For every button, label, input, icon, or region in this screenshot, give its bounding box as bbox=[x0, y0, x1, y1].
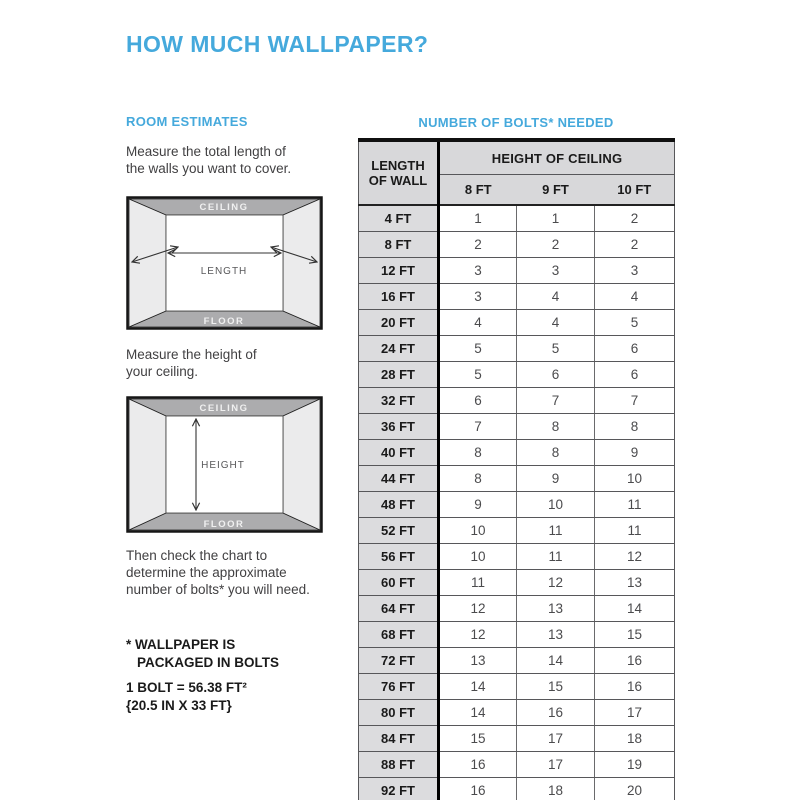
ceiling-10ft-header: 10 FT bbox=[595, 175, 675, 206]
bolt-count-cell: 11 bbox=[595, 492, 675, 518]
left-wall-panel bbox=[129, 399, 166, 530]
table-row bbox=[359, 622, 675, 648]
bolt-count-cell: 5 bbox=[595, 310, 675, 336]
bolts-table-header bbox=[359, 140, 675, 205]
bolt-size-line2: {20.5 IN X 33 FT} bbox=[126, 698, 232, 713]
wall-length-cell: 44 FT bbox=[359, 466, 439, 492]
bolts-needed-table bbox=[358, 138, 675, 800]
bolt-count-cell: 17 bbox=[595, 700, 675, 726]
table-row bbox=[359, 726, 675, 752]
bolt-count-cell: 15 bbox=[595, 622, 675, 648]
bolt-count-cell: 5 bbox=[517, 336, 595, 362]
bolts-table-body bbox=[359, 205, 675, 800]
wall-length-cell: 68 FT bbox=[359, 622, 439, 648]
bolt-count-cell: 9 bbox=[517, 466, 595, 492]
bolt-count-cell: 8 bbox=[439, 466, 517, 492]
step3-text bbox=[126, 547, 310, 598]
bolt-count-cell: 16 bbox=[595, 674, 675, 700]
wall-length-cell: 92 FT bbox=[359, 778, 439, 800]
bolts-table-wrap bbox=[358, 138, 675, 800]
ceiling-9ft-header: 9 FT bbox=[517, 175, 595, 206]
room-estimates-heading: ROOM ESTIMATES bbox=[126, 114, 248, 129]
table-row bbox=[359, 570, 675, 596]
bolt-count-cell: 12 bbox=[595, 544, 675, 570]
bolt-count-cell: 14 bbox=[595, 596, 675, 622]
table-row bbox=[359, 544, 675, 570]
step2-line1: Measure the height of bbox=[126, 347, 257, 362]
table-row bbox=[359, 700, 675, 726]
bolt-count-cell: 3 bbox=[439, 258, 517, 284]
ceiling-label: CEILING bbox=[199, 403, 249, 414]
bolt-count-cell: 8 bbox=[439, 440, 517, 466]
table-row bbox=[359, 752, 675, 778]
bolt-count-cell: 18 bbox=[595, 726, 675, 752]
back-wall-panel bbox=[166, 215, 283, 311]
bolt-count-cell: 7 bbox=[595, 388, 675, 414]
bolt-count-cell: 6 bbox=[439, 388, 517, 414]
bolt-count-cell: 2 bbox=[595, 232, 675, 258]
bolt-count-cell: 14 bbox=[439, 700, 517, 726]
wall-length-cell: 88 FT bbox=[359, 752, 439, 778]
bolt-count-cell: 11 bbox=[595, 518, 675, 544]
table-row bbox=[359, 232, 675, 258]
bolt-count-cell: 15 bbox=[439, 726, 517, 752]
wall-length-cell: 56 FT bbox=[359, 544, 439, 570]
table-row bbox=[359, 388, 675, 414]
bolt-count-cell: 4 bbox=[517, 310, 595, 336]
bolt-count-cell: 12 bbox=[439, 596, 517, 622]
bolt-count-cell: 17 bbox=[517, 752, 595, 778]
footnote-line1: * WALLPAPER IS bbox=[126, 637, 236, 652]
bolt-count-cell: 8 bbox=[517, 414, 595, 440]
ceiling-8ft-header: 8 FT bbox=[439, 175, 517, 206]
bolt-count-cell: 16 bbox=[439, 752, 517, 778]
bolt-count-cell: 12 bbox=[439, 622, 517, 648]
floor-label: FLOOR bbox=[203, 519, 245, 530]
bolt-count-cell: 18 bbox=[517, 778, 595, 800]
step3-line3: number of bolts* you will need. bbox=[126, 582, 310, 597]
wall-length-cell: 76 FT bbox=[359, 674, 439, 700]
table-row bbox=[359, 414, 675, 440]
bolt-count-cell: 13 bbox=[517, 596, 595, 622]
table-row bbox=[359, 336, 675, 362]
floor-label: FLOOR bbox=[203, 316, 245, 327]
bolt-count-cell: 9 bbox=[439, 492, 517, 518]
left-wall-panel bbox=[129, 199, 166, 327]
bolt-count-cell: 6 bbox=[595, 336, 675, 362]
bolt-count-cell: 8 bbox=[517, 440, 595, 466]
wall-length-cell: 12 FT bbox=[359, 258, 439, 284]
wall-length-cell: 64 FT bbox=[359, 596, 439, 622]
wall-length-cell: 36 FT bbox=[359, 414, 439, 440]
bolt-count-cell: 1 bbox=[517, 205, 595, 232]
bolt-count-cell: 5 bbox=[439, 362, 517, 388]
room-length-diagram-svg bbox=[126, 196, 323, 330]
bolt-count-cell: 2 bbox=[517, 232, 595, 258]
wall-length-cell: 84 FT bbox=[359, 726, 439, 752]
table-row bbox=[359, 648, 675, 674]
page-title: HOW MUCH WALLPAPER? bbox=[126, 31, 429, 57]
table-row bbox=[359, 518, 675, 544]
step1-line2: the walls you want to cover. bbox=[126, 161, 292, 176]
bolt-count-cell: 4 bbox=[439, 310, 517, 336]
wall-length-cell: 52 FT bbox=[359, 518, 439, 544]
step2-line2: your ceiling. bbox=[126, 364, 199, 379]
bolt-count-cell: 16 bbox=[517, 700, 595, 726]
bolt-count-cell: 11 bbox=[439, 570, 517, 596]
bolt-count-cell: 6 bbox=[517, 362, 595, 388]
bolt-count-cell: 11 bbox=[517, 518, 595, 544]
table-row bbox=[359, 310, 675, 336]
room-length-diagram bbox=[126, 196, 323, 335]
bolt-count-cell: 9 bbox=[595, 440, 675, 466]
wall-header-line2: OF WALL bbox=[368, 173, 428, 188]
bolt-count-cell: 15 bbox=[517, 674, 595, 700]
bolt-count-cell: 1 bbox=[439, 205, 517, 232]
bolt-count-cell: 4 bbox=[517, 284, 595, 310]
bolt-count-cell: 3 bbox=[517, 258, 595, 284]
bolt-count-cell: 13 bbox=[439, 648, 517, 674]
bolt-count-cell: 16 bbox=[595, 648, 675, 674]
bolt-count-cell: 16 bbox=[439, 778, 517, 800]
wall-header-line1: LENGTH bbox=[371, 158, 425, 173]
bolt-count-cell: 2 bbox=[439, 232, 517, 258]
bolt-count-cell: 17 bbox=[517, 726, 595, 752]
bolt-count-cell: 4 bbox=[595, 284, 675, 310]
wall-length-cell: 24 FT bbox=[359, 336, 439, 362]
wall-length-cell: 60 FT bbox=[359, 570, 439, 596]
bolt-count-cell: 3 bbox=[439, 284, 517, 310]
wall-length-column-header bbox=[359, 140, 439, 205]
table-row bbox=[359, 205, 675, 232]
wall-length-cell: 20 FT bbox=[359, 310, 439, 336]
step1-line1: Measure the total length of bbox=[126, 144, 286, 159]
right-wall-panel bbox=[283, 199, 320, 327]
ceiling-label: CEILING bbox=[199, 202, 249, 213]
bolt-count-cell: 19 bbox=[595, 752, 675, 778]
bolt-count-cell: 3 bbox=[595, 258, 675, 284]
bolt-count-cell: 20 bbox=[595, 778, 675, 800]
right-wall-panel bbox=[283, 399, 320, 530]
table-row bbox=[359, 596, 675, 622]
step3-line1: Then check the chart to bbox=[126, 548, 268, 563]
room-height-diagram-svg bbox=[126, 396, 323, 533]
step1-text bbox=[126, 143, 291, 177]
wall-length-cell: 80 FT bbox=[359, 700, 439, 726]
bolt-count-cell: 11 bbox=[517, 544, 595, 570]
bolts-footnote bbox=[126, 636, 279, 672]
bolt-size-info bbox=[126, 679, 247, 715]
bolt-count-cell: 10 bbox=[517, 492, 595, 518]
bolt-count-cell: 2 bbox=[595, 205, 675, 232]
table-row bbox=[359, 362, 675, 388]
wall-length-cell: 16 FT bbox=[359, 284, 439, 310]
step3-line2: determine the approximate bbox=[126, 565, 287, 580]
bolt-count-cell: 14 bbox=[517, 648, 595, 674]
bolt-count-cell: 13 bbox=[595, 570, 675, 596]
bolt-count-cell: 10 bbox=[439, 518, 517, 544]
height-measure-label: HEIGHT bbox=[201, 460, 245, 471]
bolt-count-cell: 14 bbox=[439, 674, 517, 700]
table-row bbox=[359, 258, 675, 284]
length-measure-label: LENGTH bbox=[200, 266, 248, 277]
wall-length-cell: 32 FT bbox=[359, 388, 439, 414]
bolt-count-cell: 7 bbox=[439, 414, 517, 440]
bolt-count-cell: 12 bbox=[517, 570, 595, 596]
bolt-count-cell: 13 bbox=[517, 622, 595, 648]
wall-length-cell: 28 FT bbox=[359, 362, 439, 388]
bolt-size-line1: 1 BOLT = 56.38 FT² bbox=[126, 680, 247, 695]
table-row bbox=[359, 440, 675, 466]
table-row bbox=[359, 492, 675, 518]
wall-length-cell: 8 FT bbox=[359, 232, 439, 258]
wall-length-cell: 48 FT bbox=[359, 492, 439, 518]
wall-length-cell: 72 FT bbox=[359, 648, 439, 674]
bolt-count-cell: 10 bbox=[595, 466, 675, 492]
bolts-table-heading: NUMBER OF BOLTS* NEEDED bbox=[418, 115, 614, 130]
bolt-count-cell: 6 bbox=[595, 362, 675, 388]
step2-text bbox=[126, 346, 257, 380]
bolt-count-cell: 8 bbox=[595, 414, 675, 440]
room-height-diagram bbox=[126, 396, 323, 538]
bolt-count-cell: 10 bbox=[439, 544, 517, 570]
table-row bbox=[359, 674, 675, 700]
bolt-count-cell: 7 bbox=[517, 388, 595, 414]
footnote-line2: PACKAGED IN BOLTS bbox=[137, 655, 280, 670]
wall-length-cell: 4 FT bbox=[359, 205, 439, 232]
wall-length-cell: 40 FT bbox=[359, 440, 439, 466]
ceiling-height-group-header: HEIGHT OF CEILING bbox=[439, 140, 675, 175]
table-row bbox=[359, 284, 675, 310]
bolt-count-cell: 5 bbox=[439, 336, 517, 362]
table-row bbox=[359, 466, 675, 492]
table-row bbox=[359, 778, 675, 800]
